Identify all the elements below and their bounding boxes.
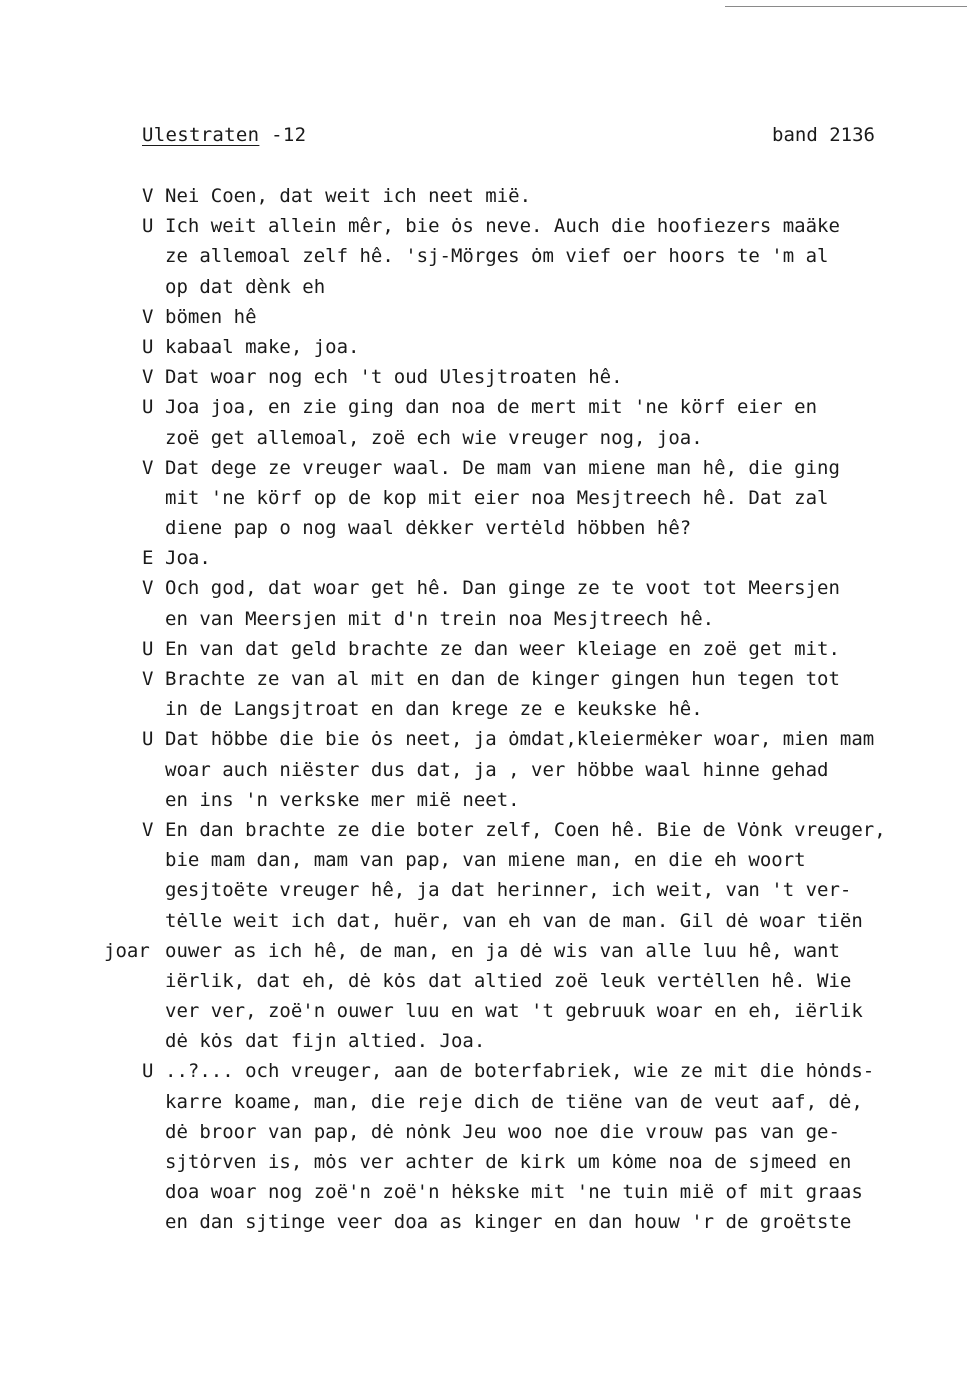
line-text: ouwer as ich hê, de man, en ja dė wis van alle luu hê, want xyxy=(165,939,840,962)
line-text: iërlik, dat eh, dė kȯs dat altied zoë leuk vertėllen hê. Wie xyxy=(165,969,852,992)
line-text: dė broor van pap, dė nȯnk Jeu woo noe die vrouw pas van ge- xyxy=(165,1120,840,1143)
speaker-label: V xyxy=(142,185,154,207)
transcript-line xyxy=(0,423,973,453)
line-text: bömen hê xyxy=(165,305,257,328)
transcript-line xyxy=(0,211,973,241)
speaker-label: V xyxy=(142,305,154,328)
line-text: En van dat geld brachte ze dan weer kleiage en zoë get mit. xyxy=(165,637,840,660)
page-number: -12 xyxy=(259,124,307,146)
transcript-line xyxy=(0,604,973,634)
location-title: Ulestraten xyxy=(142,124,260,146)
transcript-body xyxy=(0,181,973,1238)
line-text: Joa joa, en zie ging dan noa de mert mit 'ne körf eier en xyxy=(165,396,818,419)
speaker-label: U xyxy=(142,335,154,358)
transcript-line xyxy=(0,1177,973,1207)
line-text: Dat woar nog ech 't oud Ulesjtroaten hê. xyxy=(165,366,623,389)
line-text: doa woar nog zoë'n zoë'n hėkske mit 'ne tuin mië of mit graas xyxy=(165,1181,863,1204)
speaker-label: U xyxy=(142,215,154,238)
speaker-label: V xyxy=(142,577,154,600)
line-text: Ich weit allein mêr, bie ȯs neve. Auch die hoofiezers maäke xyxy=(165,215,840,238)
transcript-line xyxy=(0,453,973,483)
transcript-line xyxy=(0,513,973,543)
speaker-label: U xyxy=(142,1060,154,1083)
transcript-line xyxy=(0,483,973,513)
line-text: karre koame, man, die reje dich de tiëne van de veut aaf, dė, xyxy=(165,1090,863,1113)
line-text: kabaal make, joa. xyxy=(165,335,360,358)
line-text: Brachte ze van al mit en dan de kinger gingen hun tegen tot xyxy=(165,668,840,690)
transcript-line xyxy=(0,966,973,996)
line-text: bie mam dan, mam van pap, van miene man, en die eh woort xyxy=(165,849,806,872)
transcript-line xyxy=(0,845,973,875)
transcript-line xyxy=(0,1026,973,1056)
transcript-line xyxy=(0,875,973,905)
speaker-label: E xyxy=(142,547,154,570)
line-text: en ins 'n verkske mer mië neet. xyxy=(165,788,520,811)
tape-number: band 2136 xyxy=(772,124,875,146)
transcript-line xyxy=(0,634,973,664)
line-text: ver ver, zoë'n ouwer luu en wat 't gebruuk woar en eh, iërlik xyxy=(165,1000,863,1023)
line-text: Dat höbbe die bie ȯs neet, ja ȯmdat,kleiermėker woar, mien mam xyxy=(165,728,875,751)
top-rule xyxy=(725,6,967,7)
line-text: en dan sjtinge veer doa as kinger en dan houw 'r de groëtste xyxy=(165,1211,852,1234)
transcript-line xyxy=(0,573,973,603)
transcript-line xyxy=(0,906,973,936)
line-text: diene pap o nog waal dėkker vertėld höbben hê? xyxy=(165,517,692,540)
speaker-label: V xyxy=(142,456,154,479)
line-text: woar auch niëster dus dat, ja , ver höbbe waal hinne gehad xyxy=(165,758,829,781)
transcript-line xyxy=(0,785,973,815)
transcript-line xyxy=(0,392,973,422)
transcript-line xyxy=(0,724,973,754)
transcript-line xyxy=(0,755,973,785)
line-text: sjtȯrven is, mȯs ver achter de kirk um kȯme noa de sjmeed en xyxy=(165,1151,852,1173)
transcript-line xyxy=(0,1207,973,1237)
transcript-line xyxy=(0,664,973,694)
transcript-line xyxy=(0,936,973,966)
transcript-line xyxy=(0,332,973,362)
transcript-line xyxy=(0,1056,973,1086)
transcript-line xyxy=(0,815,973,845)
margin-note: joar xyxy=(104,939,150,962)
transcript-line xyxy=(0,302,973,332)
transcript-line xyxy=(0,1147,973,1177)
transcript-line xyxy=(0,272,973,302)
line-text: op dat dènk eh xyxy=(165,275,326,298)
line-text: mit 'ne körf op de kop mit eier noa Mesjtreech hê. Dat zal xyxy=(165,486,829,509)
line-text: Och god, dat woar get hê. Dan ginge ze te voot tot Meersjen xyxy=(165,577,840,600)
transcript-line xyxy=(0,1087,973,1117)
transcript-line xyxy=(0,694,973,724)
speaker-label: U xyxy=(142,728,154,751)
transcript-line xyxy=(0,181,973,211)
line-text: ..?... och vreuger, aan de boterfabriek, wie ze mit die hȯnds- xyxy=(165,1060,875,1083)
line-text: En dan brachte ze die boter zelf, Coen hê. Bie de Vȯnk vreuger, xyxy=(165,818,886,841)
speaker-label: V xyxy=(142,818,154,841)
line-text: Nei Coen, dat weit ich neet mië. xyxy=(165,185,532,207)
speaker-label: V xyxy=(142,668,154,690)
line-text: in de Langsjtroat en dan krege ze e keukske hê. xyxy=(165,698,703,721)
page-header-location xyxy=(142,124,306,146)
speaker-label: U xyxy=(142,396,154,419)
transcript-line xyxy=(0,996,973,1026)
speaker-label: U xyxy=(142,637,154,660)
transcript-line xyxy=(0,241,973,271)
line-text: dė kȯs dat fijn altied. Joa. xyxy=(165,1030,486,1053)
line-text: ze allemoal zelf hê. 'sj-Mörges ȯm vief oer hoors te 'm al xyxy=(165,245,829,268)
line-text: tėlle weit ich dat, huër, van eh van de man. Gil dė woar tiën xyxy=(165,909,863,932)
transcript-line xyxy=(0,1117,973,1147)
line-text: gesjtoëte vreuger hê, ja dat herinner, ich weit, van 't ver- xyxy=(165,879,852,902)
line-text: Joa. xyxy=(165,547,211,570)
transcript-line xyxy=(0,543,973,573)
line-text: en van Meersjen mit d'n trein noa Mesjtreech hê. xyxy=(165,607,715,630)
line-text: zoë get allemoal, zoë ech wie vreuger nog, joa. xyxy=(165,426,703,449)
line-text: Dat dege ze vreuger waal. De mam van miene man hê, die ging xyxy=(165,456,840,479)
transcript-line xyxy=(0,362,973,392)
speaker-label: V xyxy=(142,366,154,389)
